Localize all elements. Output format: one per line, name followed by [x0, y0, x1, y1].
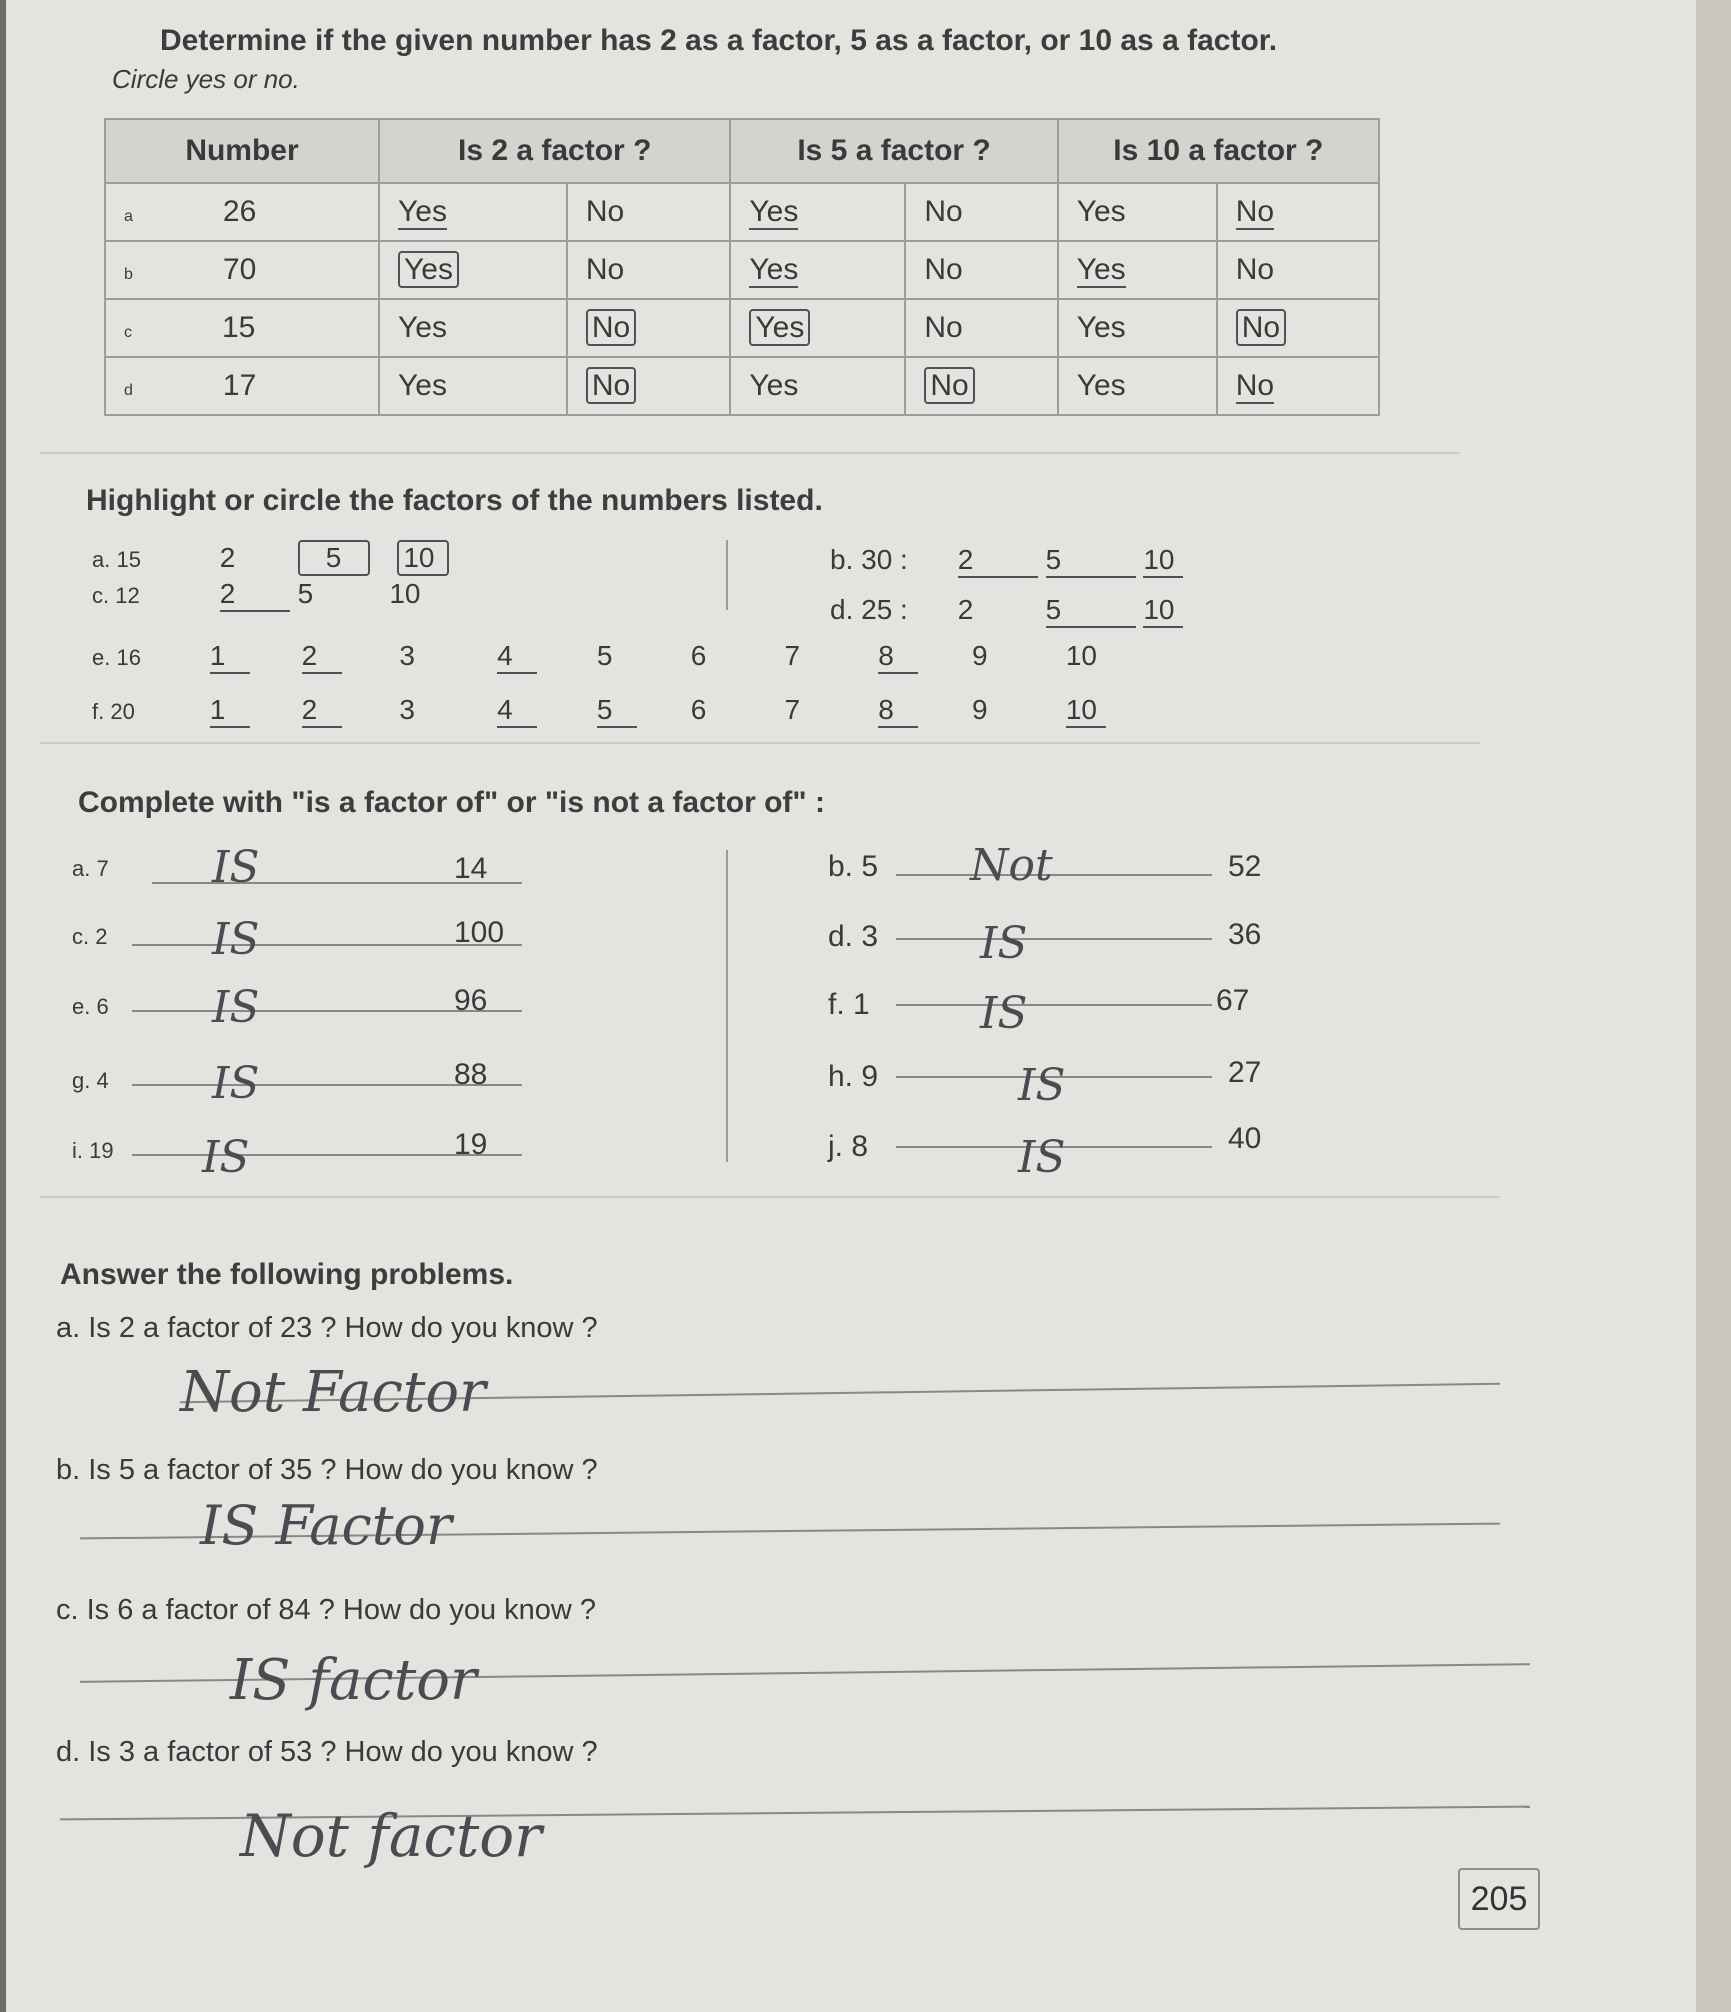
complete-row-f: [828, 984, 1288, 1039]
yes-option[interactable]: Yes: [379, 299, 567, 357]
header-factor-5: Is 5 a factor ?: [730, 119, 1057, 183]
complete-target: 52: [1228, 850, 1262, 883]
answer-handwritten[interactable]: IS: [202, 1132, 250, 1183]
factor-option[interactable]: 2: [302, 694, 342, 728]
answer-handwritten[interactable]: IS: [212, 982, 260, 1033]
factor-option[interactable]: 7: [784, 640, 801, 671]
factor-option[interactable]: 1: [210, 694, 250, 728]
factor-list-label: c. 12: [92, 583, 140, 608]
factor-option[interactable]: 10: [1143, 544, 1183, 578]
no-option[interactable]: No: [905, 183, 1057, 241]
answer-line: [896, 874, 1212, 876]
complete-target: 36: [1228, 918, 1262, 951]
complete-row-a: [72, 842, 652, 898]
complete-row-d: [828, 918, 1288, 969]
problem-a-question: a. Is 2 a factor of 23 ? How do you know ?: [56, 1312, 598, 1344]
table-row: [105, 299, 1379, 357]
problem-a-answer[interactable]: Not Factor: [180, 1360, 486, 1425]
factor-list-a: [92, 540, 449, 576]
factor-list-label: e. 16: [92, 645, 141, 670]
table-header-row: [105, 119, 1379, 183]
answer-handwritten[interactable]: IS: [212, 914, 260, 965]
complete-label: a. 7: [72, 856, 109, 881]
complete-target: 27: [1228, 1056, 1262, 1089]
no-option[interactable]: No: [905, 299, 1057, 357]
header-factor-10: Is 10 a factor ?: [1058, 119, 1379, 183]
answer-handwritten[interactable]: IS: [1018, 1132, 1066, 1183]
header-number: Number: [105, 119, 379, 183]
complete-target: 19: [454, 1128, 488, 1161]
table-row: [105, 357, 1379, 415]
complete-label: b. 5: [828, 850, 879, 883]
factor-option[interactable]: 8: [878, 694, 918, 728]
complete-row-i: [72, 1128, 652, 1183]
yes-option[interactable]: Yes: [730, 183, 905, 241]
factor-option[interactable]: 5: [597, 694, 637, 728]
number-cell: c 15: [105, 299, 379, 357]
factor-list-label: a. 15: [92, 547, 141, 572]
factor-option[interactable]: 6: [690, 640, 707, 671]
answer-handwritten[interactable]: Not: [970, 840, 1053, 891]
complete-label: c. 2: [72, 924, 108, 949]
instruction-q3: Complete with "is a factor of" or "is not a factor of" :: [78, 786, 825, 819]
no-option[interactable]: No: [567, 183, 731, 241]
factor-option[interactable]: 4: [497, 640, 537, 674]
factor-option[interactable]: 10: [1066, 694, 1106, 728]
factor-list-label: f. 20: [92, 699, 135, 724]
factor-option[interactable]: 6: [690, 694, 707, 725]
factor-option[interactable]: 2: [302, 640, 342, 674]
yes-option[interactable]: Yes: [1058, 183, 1217, 241]
factor-option[interactable]: 9: [972, 694, 988, 725]
factor-list-label: d. 25 :: [830, 594, 908, 625]
complete-row-b: [828, 840, 1288, 894]
yes-option[interactable]: Yes: [730, 357, 905, 415]
complete-target: 88: [454, 1058, 488, 1091]
factor-option[interactable]: 2: [958, 544, 1038, 578]
problem-b-question: b. Is 5 a factor of 35 ? How do you know ?: [56, 1454, 598, 1486]
complete-target: 14: [454, 852, 488, 885]
no-option[interactable]: No: [567, 299, 731, 357]
factor-table: [104, 118, 1380, 416]
yes-option[interactable]: Yes: [379, 183, 567, 241]
answer-line: [896, 938, 1212, 940]
factor-list-c: [92, 578, 429, 612]
complete-row-h: [828, 1056, 1288, 1111]
factor-option[interactable]: 5: [1046, 544, 1136, 578]
factor-list-label: b. 30 :: [830, 544, 908, 575]
complete-row-g: [72, 1058, 652, 1110]
complete-label: f. 1: [828, 988, 870, 1021]
factor-option[interactable]: 2: [220, 578, 290, 612]
complete-row-c: [72, 914, 652, 966]
number-cell: d 17: [105, 357, 379, 415]
no-option[interactable]: No: [905, 241, 1057, 299]
yes-option[interactable]: Yes: [379, 241, 567, 299]
column-divider: [726, 850, 728, 1162]
factor-option[interactable]: 8: [878, 640, 918, 674]
instruction-q1-line2: Circle yes or no.: [112, 64, 300, 94]
complete-label: i. 19: [72, 1138, 114, 1163]
factor-option[interactable]: 5: [1046, 594, 1136, 628]
yes-option[interactable]: Yes: [1058, 357, 1217, 415]
complete-row-e: [72, 982, 652, 1036]
factor-option[interactable]: 10: [1143, 594, 1183, 628]
no-option[interactable]: No: [1217, 299, 1379, 357]
column-divider: [726, 540, 728, 610]
no-option[interactable]: No: [1217, 183, 1379, 241]
yes-option[interactable]: Yes: [379, 357, 567, 415]
page-number: 205: [1458, 1868, 1540, 1930]
factor-option[interactable]: 9: [972, 640, 988, 671]
section-divider: [40, 1196, 1500, 1198]
page-edge: [1696, 0, 1731, 2012]
complete-target: 100: [454, 916, 505, 949]
no-option[interactable]: No: [1217, 357, 1379, 415]
problem-b-answer[interactable]: IS Factor: [200, 1494, 452, 1557]
section-divider: [40, 742, 1480, 744]
section-divider: [40, 452, 1460, 454]
instruction-q4: Answer the following problems.: [60, 1258, 514, 1291]
factor-option[interactable]: 1: [210, 640, 250, 674]
factor-option[interactable]: 4: [497, 694, 537, 728]
factor-list-e: [92, 640, 1106, 674]
yes-option[interactable]: Yes: [730, 241, 905, 299]
complete-label: d. 3: [828, 920, 879, 953]
header-factor-2: Is 2 a factor ?: [379, 119, 730, 183]
answer-handwritten[interactable]: IS: [212, 1058, 260, 1109]
instruction-q1-line1: Determine if the given number has 2 as a factor, 5 as a factor, or 10 as a factor.: [160, 24, 1278, 57]
problem-c-answer[interactable]: IS factor: [230, 1648, 477, 1713]
complete-label: j. 8: [828, 1130, 869, 1163]
problem-c-question: c. Is 6 a factor of 84 ? How do you know ?: [56, 1594, 597, 1626]
complete-target: 40: [1228, 1122, 1262, 1155]
yes-option[interactable]: Yes: [1058, 299, 1217, 357]
factor-option[interactable]: 3: [399, 694, 415, 725]
factor-option[interactable]: 7: [784, 694, 801, 725]
yes-option[interactable]: Yes: [1058, 241, 1217, 299]
factor-option[interactable]: 10: [397, 540, 449, 576]
table-row: [105, 241, 1379, 299]
problem-d-answer[interactable]: Not factor: [240, 1802, 542, 1870]
answer-handwritten[interactable]: IS: [980, 918, 1028, 969]
number-cell: b 70: [105, 241, 379, 299]
no-option[interactable]: No: [567, 241, 731, 299]
factor-option[interactable]: 5: [297, 578, 314, 609]
yes-option[interactable]: Yes: [730, 299, 905, 357]
no-option[interactable]: No: [567, 357, 731, 415]
complete-row-j: [828, 1122, 1288, 1183]
factor-list-f: [92, 694, 1106, 728]
complete-label: g. 4: [72, 1068, 109, 1093]
no-option[interactable]: No: [1217, 241, 1379, 299]
complete-target: 96: [454, 984, 488, 1017]
answer-handwritten[interactable]: IS: [1018, 1060, 1066, 1111]
instruction-q2: Highlight or circle the factors of the numbers listed.: [86, 484, 823, 517]
no-option[interactable]: No: [905, 357, 1057, 415]
factor-option[interactable]: 3: [399, 640, 415, 671]
table-row: [105, 183, 1379, 241]
factor-option[interactable]: 5: [298, 540, 370, 576]
number-cell: a 26: [105, 183, 379, 241]
factor-option[interactable]: 5: [596, 640, 613, 671]
factor-option[interactable]: 10: [389, 578, 421, 609]
answer-line: [896, 1004, 1212, 1006]
complete-label: e. 6: [72, 994, 109, 1019]
complete-target: 67: [1216, 984, 1250, 1017]
problem-d-question: d. Is 3 a factor of 53 ? How do you know ?: [56, 1736, 598, 1768]
factor-list-b: [830, 544, 1183, 578]
complete-label: h. 9: [828, 1060, 879, 1093]
factor-option[interactable]: 10: [1065, 640, 1097, 671]
answer-handwritten[interactable]: IS: [980, 988, 1028, 1039]
answer-handwritten[interactable]: IS: [212, 842, 260, 893]
factor-option[interactable]: 2: [957, 594, 974, 625]
factor-option[interactable]: 2: [219, 542, 236, 573]
factor-list-d: [830, 594, 1183, 628]
